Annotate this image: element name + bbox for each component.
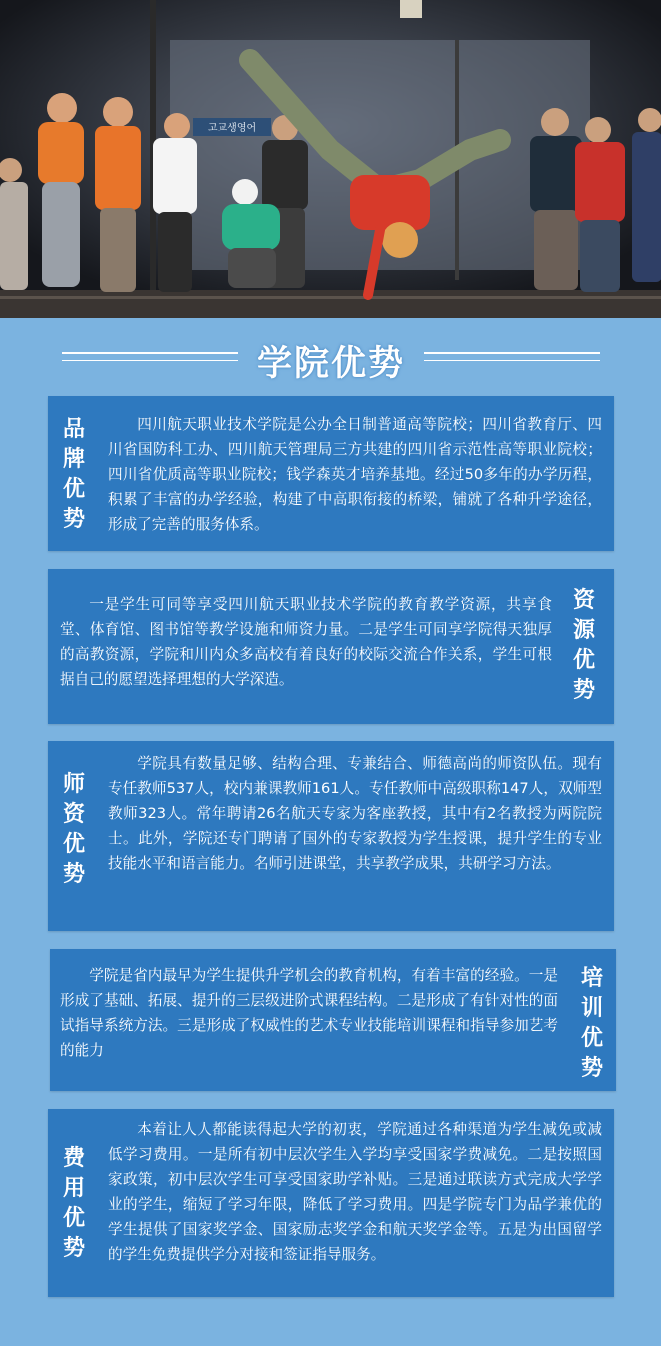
header-photo xyxy=(0,0,661,318)
card-label-text: 培训优势 xyxy=(581,965,604,1081)
card-label xyxy=(566,585,602,705)
card-label xyxy=(56,769,92,889)
card-label-text: 资源优势 xyxy=(573,587,596,703)
title-divider-right xyxy=(424,352,600,361)
card-body: 一是学生可同等享受四川航天职业技术学院的教育教学资源，共享食堂、体育馆、图书馆等教学设施和师资力量。二是学生可同享学院得天独厚的高教资源，学院和川内众多高校有着良好的校际交流合作关系，学生可根据自己的愿望选择理想的大学深造。 xyxy=(60,596,552,688)
card-body: 四川航天职业技术学院是公办全日制普通高等院校；四川省教育厅、四川省国防科工办、四川航天管理局三方共建的四川省示范性高等职业院校；四川省优质高等职业院校；钱学森英才培养基地。经过50多年的办学历程，积累了丰富的办学经验，构建了中高职衔接的桥梁，铺就了各种升学途径，形成了完善的服务体系。 xyxy=(108,416,602,533)
section-title-bar xyxy=(0,318,661,394)
card-faculty-advantage xyxy=(48,741,614,931)
title-divider-left xyxy=(62,352,238,361)
page-title: 学院优势 xyxy=(256,344,405,384)
card-label xyxy=(56,1143,92,1263)
card-label xyxy=(56,414,92,534)
stage-sign-text: 고교생영어 xyxy=(207,123,257,134)
card-brand-advantage xyxy=(48,396,614,551)
card-training-advantage xyxy=(50,949,616,1091)
card-label xyxy=(574,963,610,1083)
card-cost-advantage xyxy=(48,1109,614,1297)
card-resource-advantage xyxy=(48,569,614,724)
card-label-text: 品牌优势 xyxy=(63,416,86,532)
card-label-text: 师资优势 xyxy=(63,771,86,887)
stage-dance-photo-icon xyxy=(0,0,661,318)
card-label-text: 费用优势 xyxy=(63,1145,86,1261)
card-body: 学院具有数量足够、结构合理、专兼结合、师德高尚的师资队伍。现有专任教师537人，校内兼课教师161人。专任教师中高级职称147人，双师型教师323人。常年聘请26名航天专家为客座教授，其中有2名教授为两院院士。此外，学院还专门聘请了国外的专家教授为学生授课，提升学生的专业技能水平和语言能力。名师引进课堂，共享教学成果，共研学习方法。 xyxy=(108,755,602,872)
card-body: 学院是省内最早为学生提供升学机会的教育机构，有着丰富的经验。一是形成了基础、拓展、提升的三层级进阶式课程结构。二是形成了有针对性的面试指导系统方法。三是形成了权威性的艺术专业技能培训课程和指导参加艺考的能力 xyxy=(60,967,558,1059)
card-body: 本着让人人都能读得起大学的初衷，学院通过各种渠道为学生减免或减低学习费用。一是所有初中层次学生入学均享受国家学费减免。二是按照国家政策，初中层次学生可享受国家助学补贴。三是通过联读方式完成大学学业的学生，缩短了学习年限，降低了学习费用。四是学院专门为品学兼优的学生提供了国家奖学金、国家励志奖学金和航天奖学金等。五是为出国留学的学生免费提供学分对接和签证指导服务。 xyxy=(108,1121,602,1263)
